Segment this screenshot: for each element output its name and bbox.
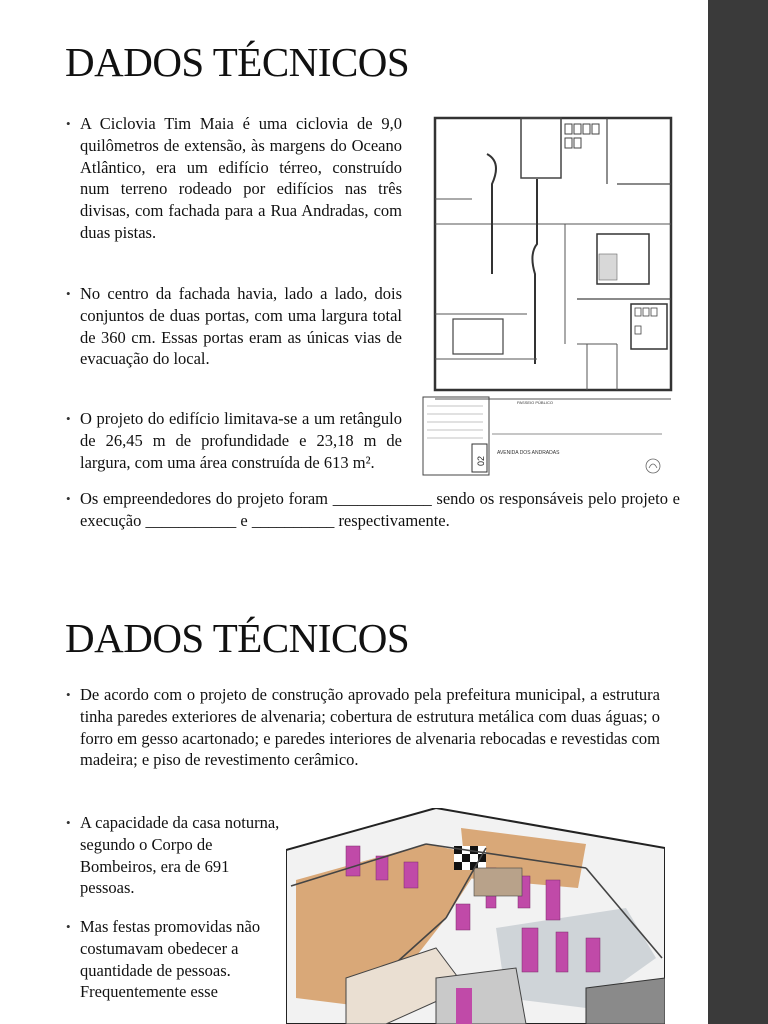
sidebar-strip	[708, 0, 768, 1024]
slide1-bullet-2: • No centro da fachada havia, lado a lado, dois conjuntos de duas portas, com uma largura total de 360 cm. Essas portas eram as únicas vias de evacuação do local.	[80, 283, 402, 370]
slide1-bullet-4: • Os empreendedores do projeto foram ____________ sendo os responsáveis pelo projeto e execução ___________ e __________ respectivamente.	[80, 488, 680, 532]
plan-sidewalk-label: PASSEIO PÚBLICO	[517, 400, 553, 405]
slide2-bullet-3: • Mas festas promovidas não costumavam obedecer a quantidade de pessoas. Frequentemente esse	[80, 916, 280, 1003]
slide1-bullet-3: • O projeto do edifício limitava-se a um retângulo de 26,45 m de profundidade e 23,18 m de largura, com uma área construída de 613 m².	[80, 408, 402, 473]
slide2-bullet-1: • De acordo com o projeto de construção aprovado pela prefeitura municipal, a estrutura tinha paredes exteriores de alvenaria; cobertura de estrutura metálica com duas águas; o forro em gesso acartonado; e paredes interiores de alvenaria rebocadas e revestidas com madeira; e piso de revestimento cerâmico.	[80, 684, 660, 771]
slide2-bullet-2: • A capacidade da casa noturna, segundo o Corpo de Bombeiros, era de 691 pessoas.	[80, 812, 280, 899]
slide1-title: DADOS TÉCNICOS	[65, 39, 410, 85]
building-3d-render	[286, 808, 665, 1024]
floor-plan-drawing	[417, 104, 673, 484]
plan-street-label: AVENIDA DOS ANDRADAS	[497, 450, 560, 456]
plan-sheet-number: 02	[476, 455, 486, 466]
slide1-bullet-1: • A Ciclovia Tim Maia é uma ciclovia de 9,0 quilômetros de extensão, às margens do Oceano Atlântico, era um edifício térreo, construído num terreno rodeado por edifícios nas três divisas, com fachada para a Rua Andradas, com duas pistas.	[80, 113, 402, 244]
slide2-title: DADOS TÉCNICOS	[65, 615, 410, 661]
